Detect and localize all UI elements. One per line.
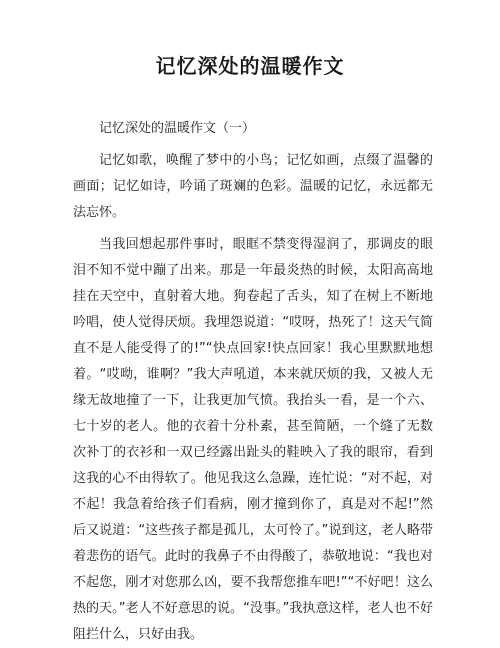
document-subtitle: 记忆深处的温暖作文（一） — [99, 121, 256, 136]
document-title: 记忆深处的温暖作文 — [155, 54, 345, 78]
paragraph: 当我回想起那件事时，眼眶不禁变得湿润了，那调皮的眼泪不知不觉中蹦了出来。那是一年最炎热的时候，太阳高高地挂在天空中，直射着大地。狗卷起了舌头，知了在树上不断地吟唱，使人觉得厌烦。我埋怨说道：“哎呀，热死了！这天气简直不是人能受得了的!”“快点回家!快点回家！我心里默默地想着。“哎呦，谁啊？”我大声吼道，本来就厌烦的我，又被人无缘无故地撞了一下，让我更加气愤。我抬头一看，是一个六、七十岁的老人。他的衣着十分朴素，甚至简陋，一个缝了无数次补丁的衣衫和一双已经露出趾头的鞋映入了我的眼帘，看到这我的心不由得软了。他见我这么急躁，连忙说：“对不起，对不起！我急着给孩子们看病，刚才撞到你了，真是对不起!”然后又说道：“这些孩子都是孤儿，太可怜了。”说到这，老人略带着悲伤的语气。此时的我鼻子不由得酸了，恭敬地说：“我也对不起您，刚才对您那么凶，要不我帮您推车吧!”“不好吧！这么热的天。”老人不好意思的说。“没事。”我执意这样，老人也不好阻拦什么，只好由我。 — [73, 237, 433, 642]
paragraph: 记忆如歌，唤醒了梦中的小鸟；记忆如画，点缀了温馨的画面；记忆如诗，吟诵了斑斓的色彩。温暖的记忆，永远都无法忘怀。 — [73, 153, 433, 220]
document-body — [73, 116, 433, 648]
